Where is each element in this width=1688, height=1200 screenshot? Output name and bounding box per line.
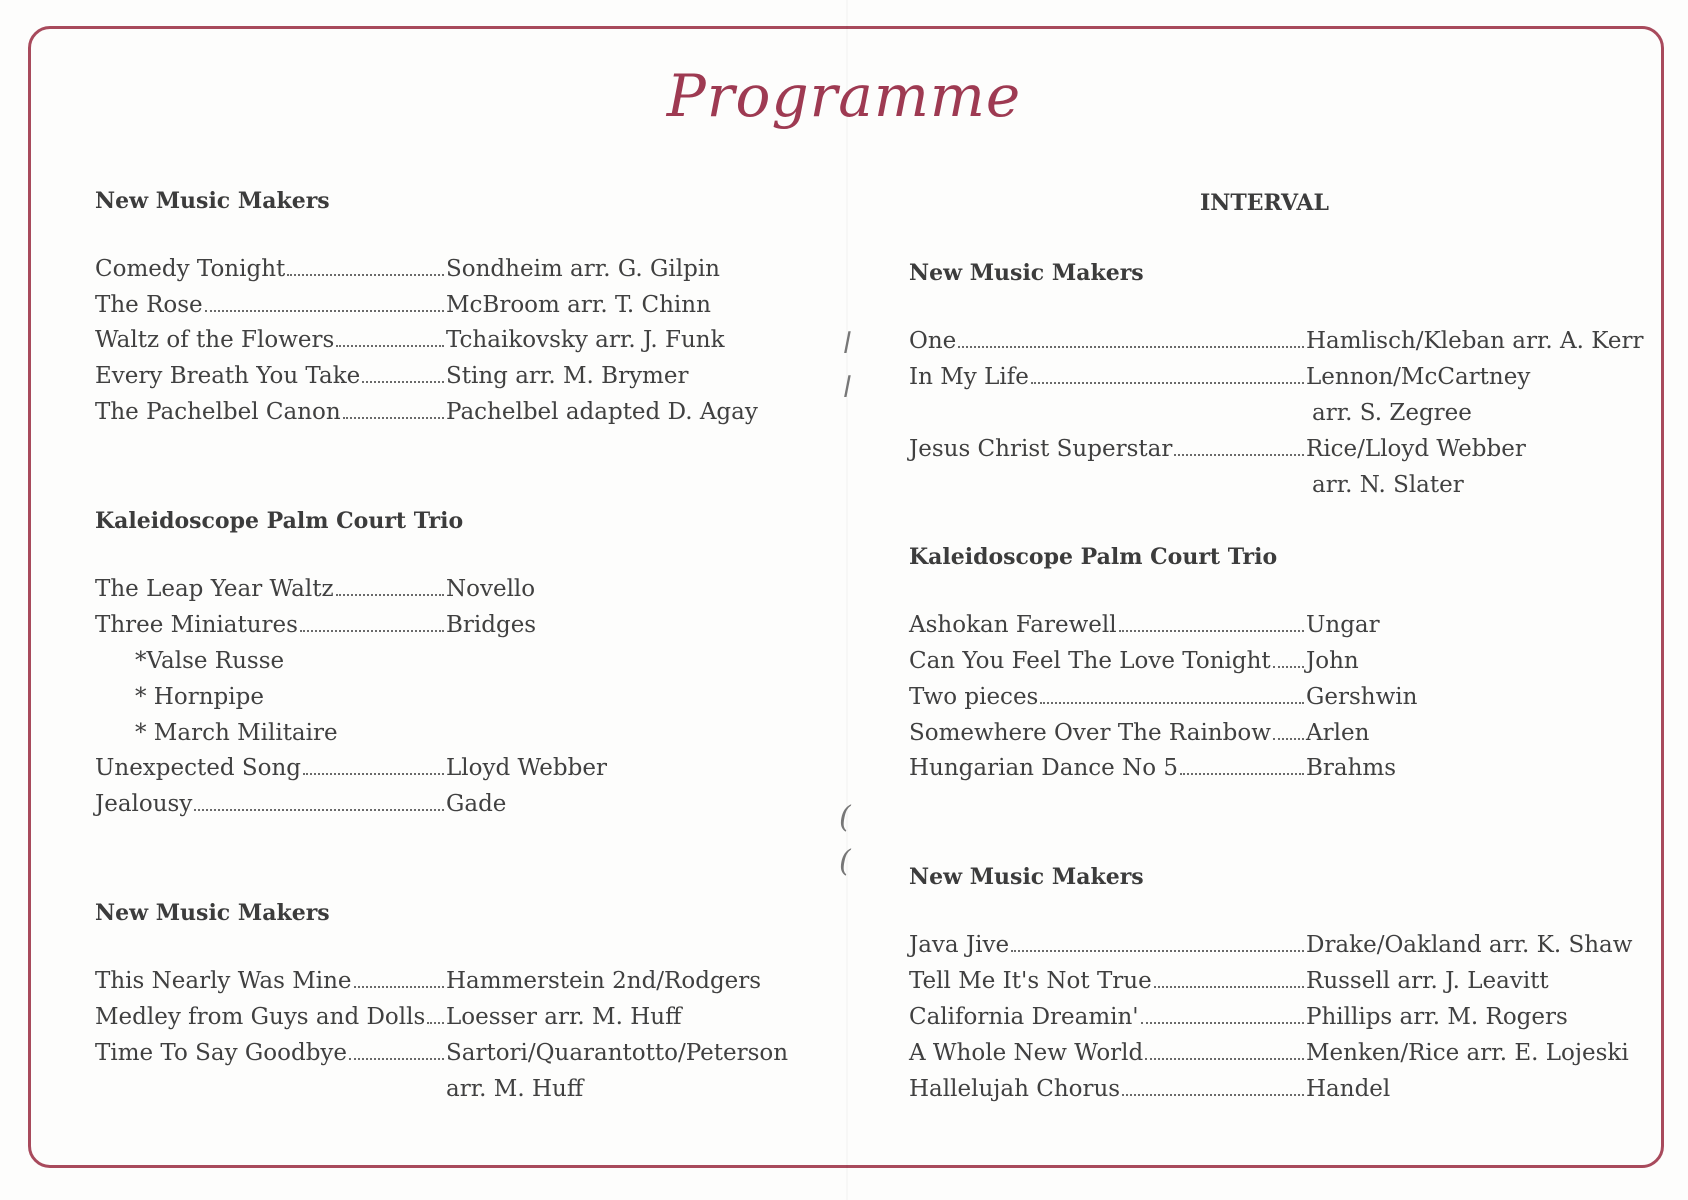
composer: Hammerstein 2nd/Rodgers <box>446 968 762 994</box>
composer: Gade <box>446 791 507 817</box>
section-heading: New Music Makers <box>909 864 1144 890</box>
piece-title: Three Miniatures <box>95 612 298 638</box>
page-fold <box>846 0 848 1200</box>
piece-title: A Whole New World <box>909 1040 1144 1066</box>
piece-title: Every Breath You Take <box>95 363 361 389</box>
fold-mark: ǀ <box>843 370 852 405</box>
piece-title: Jesus Christ Superstar <box>909 436 1173 462</box>
piece-title: Hungarian Dance No 5 <box>909 755 1178 781</box>
composer: McBroom arr. T. Chinn <box>446 292 711 318</box>
piece-title: Tell Me It's Not True <box>909 968 1152 994</box>
movement: * Hornpipe <box>135 684 264 710</box>
composer: Lloyd Webber <box>446 755 607 781</box>
composer-continuation: arr. N. Slater <box>1312 472 1464 498</box>
piece-title: Somewhere Over The Rainbow <box>909 720 1271 746</box>
piece-title: Ashokan Farewell <box>909 612 1117 638</box>
composer: Sartori/Quarantotto/Peterson <box>446 1040 789 1066</box>
section-heading: New Music Makers <box>95 188 330 214</box>
piece-title: Java Jive <box>909 932 1010 958</box>
movement: * March Militaire <box>135 720 338 746</box>
piece-title: Jealousy <box>95 791 193 817</box>
section-heading: New Music Makers <box>909 260 1144 286</box>
composer: Drake/Oakland arr. K. Shaw <box>1306 932 1633 958</box>
piece-title: In My Life <box>909 364 1029 390</box>
composer: Russell arr. J. Leavitt <box>1306 968 1549 994</box>
composer: Pachelbel adapted D. Agay <box>446 399 758 425</box>
composer: Phillips arr. M. Rogers <box>1306 1004 1568 1030</box>
piece-title: The Pachelbel Canon <box>95 399 341 425</box>
composer: Ungar <box>1306 612 1380 638</box>
piece-title: Can You Feel The Love Tonight <box>909 648 1271 674</box>
composer: Sondheim arr. G. Gilpin <box>446 256 720 282</box>
piece-title: Hallelujah Chorus <box>909 1076 1121 1102</box>
composer: Lennon/McCartney <box>1306 364 1531 390</box>
composer: Arlen <box>1306 720 1370 746</box>
piece-title: Comedy Tonight <box>95 256 286 282</box>
page-title: Programme <box>666 62 1022 130</box>
piece-title: One <box>909 328 957 354</box>
composer: Loesser arr. M. Huff <box>446 1004 682 1030</box>
interval-label: INTERVAL <box>1200 190 1329 216</box>
piece-title: Time To Say Goodbye <box>95 1040 348 1066</box>
fold-mark: ( <box>839 800 851 835</box>
composer: Gershwin <box>1306 684 1418 710</box>
composer-continuation: arr. S. Zegree <box>1312 400 1472 426</box>
composer: Brahms <box>1306 755 1397 781</box>
composer-continuation: arr. M. Huff <box>446 1076 584 1102</box>
composer: Bridges <box>446 612 537 638</box>
piece-title: The Rose <box>95 292 203 318</box>
fold-mark: ǀ <box>843 326 852 361</box>
piece-title: Unexpected Song <box>95 755 302 781</box>
movement: *Valse Russe <box>135 648 285 674</box>
piece-title: Medley from Guys and Dolls <box>95 1004 426 1030</box>
composer: John <box>1306 648 1359 674</box>
piece-title: This Nearly Was Mine <box>95 968 352 994</box>
piece-title: The Leap Year Waltz <box>95 576 334 602</box>
composer: Hamlisch/Kleban arr. A. Kerr <box>1306 328 1644 354</box>
section-heading: New Music Makers <box>95 900 330 926</box>
composer: Menken/Rice arr. E. Lojeski <box>1306 1040 1629 1066</box>
composer: Novello <box>446 576 536 602</box>
composer: Handel <box>1306 1076 1391 1102</box>
piece-title: California Dreamin' <box>909 1004 1139 1030</box>
fold-mark: ( <box>839 844 851 879</box>
piece-title: Two pieces <box>909 684 1039 710</box>
composer: Rice/Lloyd Webber <box>1306 436 1526 462</box>
composer: Tchaikovsky arr. J. Funk <box>446 327 725 353</box>
piece-title: Waltz of the Flowers <box>95 327 335 353</box>
composer: Sting arr. M. Brymer <box>446 363 689 389</box>
section-heading: Kaleidoscope Palm Court Trio <box>909 544 1278 570</box>
section-heading: Kaleidoscope Palm Court Trio <box>95 508 464 534</box>
